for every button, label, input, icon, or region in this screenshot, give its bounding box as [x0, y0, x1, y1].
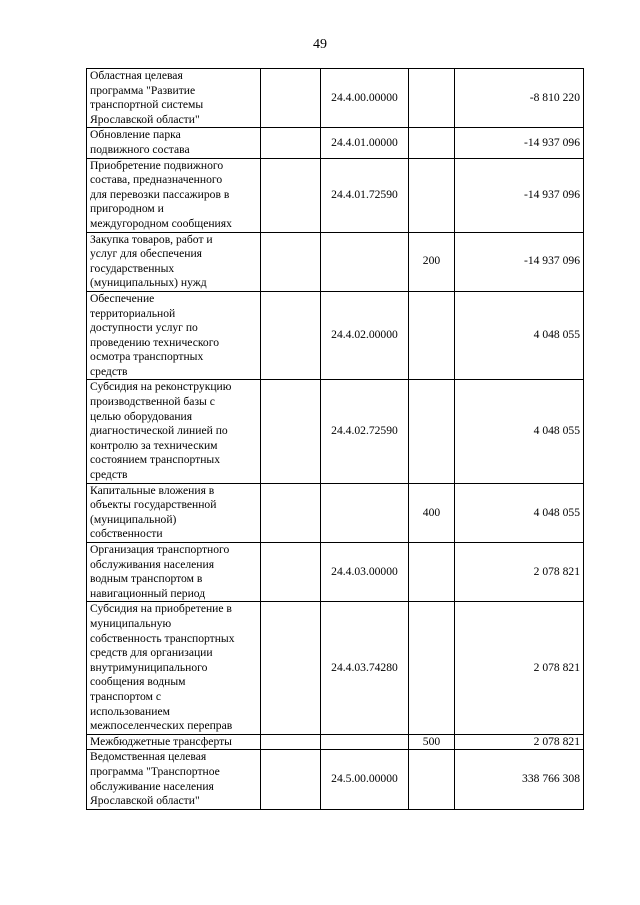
expense-type-cell [409, 128, 455, 158]
table-row [87, 483, 584, 542]
empty-cell [261, 128, 321, 158]
empty-cell [261, 158, 321, 232]
expense-type-cell [409, 291, 455, 380]
row-name: Капитальные вложения в объекты государственной (муниципальной) собственности [87, 483, 261, 542]
amount-cell: 4 048 055 [455, 483, 584, 542]
page-number: 49 [313, 37, 327, 52]
empty-cell [261, 750, 321, 809]
expense-type-cell: 200 [409, 232, 455, 291]
target-code-cell: 24.4.03.74280 [321, 602, 409, 734]
empty-cell [261, 602, 321, 734]
amount-cell: -8 810 220 [455, 69, 584, 128]
expense-type-cell [409, 602, 455, 734]
table-row [87, 158, 584, 232]
target-code-cell [321, 232, 409, 291]
target-code-cell: 24.4.02.00000 [321, 291, 409, 380]
target-code-cell: 24.4.01.72590 [321, 158, 409, 232]
amount-cell: 4 048 055 [455, 380, 584, 483]
row-name: Ведомственная целевая программа "Транспортное обслуживание населения Ярославской области" [87, 750, 261, 809]
expense-type-cell [409, 69, 455, 128]
target-code-cell: 24.4.03.00000 [321, 543, 409, 602]
row-name: Межбюджетные трансферты [87, 734, 261, 750]
amount-cell: 2 078 821 [455, 543, 584, 602]
table-row [87, 602, 584, 734]
row-name: Обновление парка подвижного состава [87, 128, 261, 158]
empty-cell [261, 483, 321, 542]
target-code-cell: 24.4.00.00000 [321, 69, 409, 128]
amount-cell: -14 937 096 [455, 158, 584, 232]
amount-cell: 338 766 308 [455, 750, 584, 809]
empty-cell [261, 232, 321, 291]
table-row [87, 232, 584, 291]
row-name: Обеспечение территориальной доступности услуг по проведению технического осмотра транспортных средств [87, 291, 261, 380]
table-row [87, 69, 584, 128]
table-row [87, 543, 584, 602]
expense-type-cell: 500 [409, 734, 455, 750]
empty-cell [261, 291, 321, 380]
expense-type-cell: 400 [409, 483, 455, 542]
expense-type-cell [409, 750, 455, 809]
table-row [87, 734, 584, 750]
expense-type-cell [409, 543, 455, 602]
amount-cell: 2 078 821 [455, 602, 584, 734]
row-name: Областная целевая программа "Развитие транспортной системы Ярославской области" [87, 69, 261, 128]
row-name: Приобретение подвижного состава, предназначенного для перевозки пассажиров в пригородном и междугородном сообщениях [87, 158, 261, 232]
empty-cell [261, 69, 321, 128]
row-name: Субсидия на приобретение в муниципальную собственность транспортных средств для организации внутримуниципального сообщения водным транспортом с использованием межпоселенческих переправ [87, 602, 261, 734]
table-row [87, 380, 584, 483]
target-code-cell: 24.4.02.72590 [321, 380, 409, 483]
expense-type-cell [409, 158, 455, 232]
empty-cell [261, 734, 321, 750]
target-code-cell [321, 483, 409, 542]
table-row [87, 128, 584, 158]
table-row [87, 291, 584, 380]
table-row [87, 750, 584, 809]
row-name: Субсидия на реконструкцию производственной базы с целью оборудования диагностической линией по контролю за техническим состоянием транспортных средств [87, 380, 261, 483]
expense-type-cell [409, 380, 455, 483]
row-name: Организация транспортного обслуживания населения водным транспортом в навигационный период [87, 543, 261, 602]
target-code-cell: 24.5.00.00000 [321, 750, 409, 809]
amount-cell: 2 078 821 [455, 734, 584, 750]
target-code-cell [321, 734, 409, 750]
amount-cell: 4 048 055 [455, 291, 584, 380]
amount-cell: -14 937 096 [455, 232, 584, 291]
empty-cell [261, 543, 321, 602]
empty-cell [261, 380, 321, 483]
amount-cell: -14 937 096 [455, 128, 584, 158]
budget-table [86, 68, 584, 810]
target-code-cell: 24.4.01.00000 [321, 128, 409, 158]
row-name: Закупка товаров, работ и услуг для обеспечения государственных (муниципальных) нужд [87, 232, 261, 291]
